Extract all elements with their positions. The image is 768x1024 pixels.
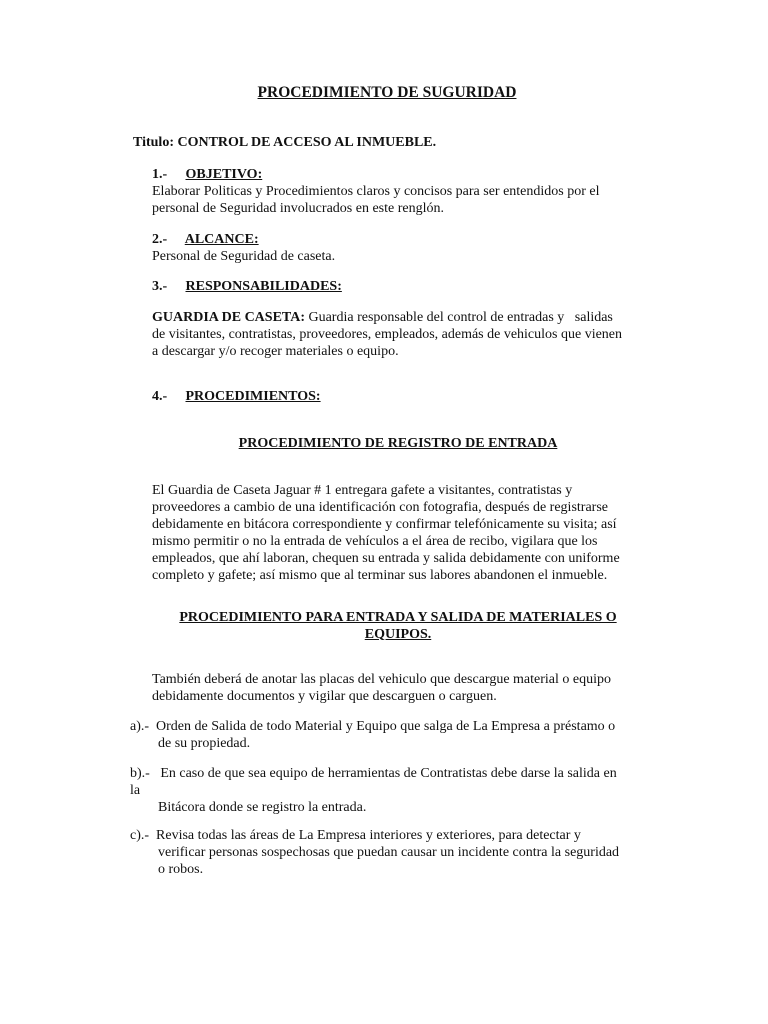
text-line: personal de Seguridad involucrados en este renglón. — [152, 201, 444, 216]
section-label: RESPONSABILIDADES: — [185, 279, 342, 294]
text-line: proveedores a cambio de una identificación con fotografia, después de registrarse — [152, 500, 608, 515]
section-number: 2.- — [152, 232, 168, 247]
text-line: mismo permitir o no la entrada de vehículos a el área de recibo, vigilara que los — [152, 534, 598, 549]
text-line: a).- Orden de Salida de todo Material y Equipo que salga de La Empresa a préstamo o — [130, 719, 616, 734]
text-line: El Guardia de Caseta Jaguar # 1 entregara gafete a visitantes, contratistas y — [152, 483, 573, 498]
text-line: debidamente documentos y vigilar que descarguen o carguen. — [152, 689, 497, 704]
section-heading-procedimientos — [152, 388, 321, 405]
materiales-heading — [152, 609, 644, 643]
text-line: debidamente en bitácora correspondiente y confirmar telefónicamente su visita; así — [152, 517, 617, 532]
text-line: empleados, que ahí laboran, chequen su entrada y salida debidamente con uniforme — [152, 551, 620, 566]
text-line: completo y gafete; así mismo que al terminar sus labores abandonen el inmueble. — [152, 568, 608, 583]
text-line — [152, 309, 644, 326]
text-line: o robos. — [158, 862, 204, 877]
section-heading-alcance — [152, 231, 259, 248]
text-line: la — [130, 783, 141, 798]
document-subject: Titulo: CONTROL DE ACCESO AL INMUEBLE. — [133, 135, 437, 150]
text-line: Personal de Seguridad de caseta. — [152, 249, 336, 264]
section-number: 4.- — [152, 389, 168, 404]
registro-heading: PROCEDIMIENTO DE REGISTRO DE ENTRADA — [238, 436, 558, 451]
list-item — [130, 718, 646, 752]
heading-line: PROCEDIMIENTO PARA ENTRADA Y SALIDA DE MATERIALES O — [179, 610, 617, 625]
list-item — [130, 827, 646, 878]
text-line: a descargar y/o recoger materiales o equipo. — [152, 344, 399, 359]
guardia-label: GUARDIA DE CASETA: — [152, 310, 305, 325]
document-title: PROCEDIMIENTO DE SUGURIDAD — [257, 84, 517, 101]
text-line: c).- Revisa todas las áreas de La Empresa interiores y exteriores, para detectar y — [130, 828, 581, 843]
registro-text — [152, 482, 644, 584]
text-line: Bitácora donde se registro la entrada. — [158, 800, 367, 815]
responsabilidades-text — [152, 309, 644, 360]
text-line: de visitantes, contratistas, proveedores, empleados, además de vehiculos que vienen — [152, 327, 623, 342]
objetivo-text — [152, 183, 644, 217]
list-item — [130, 765, 646, 816]
text-line: de su propiedad. — [158, 736, 251, 751]
text-line: También deberá de anotar las placas del vehiculo que descargue material o equipo — [152, 672, 612, 687]
heading-line: EQUIPOS. — [364, 627, 432, 642]
section-number: 3.- — [152, 279, 168, 294]
section-number: 1.- — [152, 167, 168, 182]
text-line: Elaborar Politicas y Procedimientos claros y concisos para ser entendidos por el — [152, 184, 600, 199]
section-heading-responsabilidades — [152, 278, 342, 295]
section-heading-objetivo — [152, 166, 262, 183]
text-line: verificar personas sospechosas que puedan causar un incidente contra la seguridad — [158, 845, 620, 860]
section-label: OBJETIVO: — [185, 167, 263, 182]
text-line: b).- En caso de que sea equipo de herramientas de Contratistas debe darse la salida en — [130, 766, 617, 781]
text-span: Guardia responsable del control de entradas y salidas — [304, 310, 613, 325]
materiales-intro — [152, 671, 644, 705]
section-label: ALCANCE: — [184, 232, 259, 247]
alcance-text — [152, 248, 644, 265]
section-label: PROCEDIMIENTOS: — [185, 389, 321, 404]
